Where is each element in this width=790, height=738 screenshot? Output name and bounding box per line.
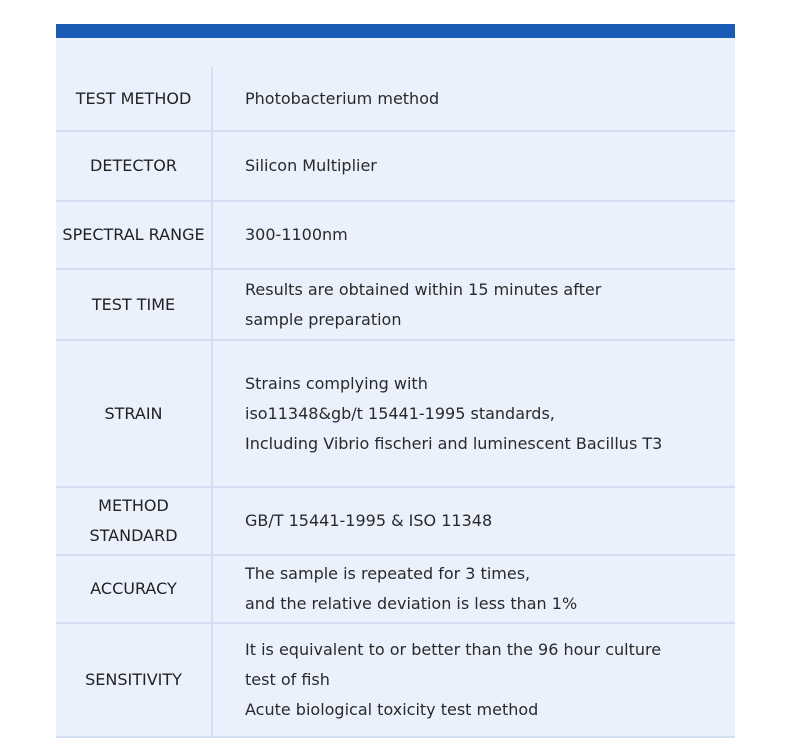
row-label: SENSITIVITY — [56, 624, 213, 736]
table-row-detector — [56, 132, 735, 202]
row-value: GB/T 15441-1995 & ISO 11348 — [245, 511, 493, 530]
table-row-strain — [56, 341, 735, 488]
row-label: ACCURACY — [56, 556, 213, 622]
row-value: The sample is repeated for 3 times, and the relative deviation is less than 1% — [245, 564, 578, 613]
row-label: DETECTOR — [56, 132, 213, 200]
row-label: SPECTRAL RANGE — [56, 202, 213, 268]
row-label: TEST TIME — [56, 270, 213, 339]
row-value: It is equivalent to or better than the 96 hour culture test of fish Acute biological toxicity test method — [245, 640, 662, 719]
table-row-test-method — [56, 67, 735, 132]
row-value: Strains complying with iso11348&gb/t 15441-1995 standards, Including Vibrio fischeri and luminescent Bacillus T3 — [245, 373, 663, 453]
header-bar — [56, 24, 735, 38]
row-value: Silicon Multiplier — [245, 156, 377, 175]
table-row-accuracy — [56, 556, 735, 624]
table-row-method-standard — [56, 488, 735, 556]
table-row-spectral-range — [56, 202, 735, 270]
row-label: TEST METHOD — [56, 67, 213, 130]
spec-table — [56, 67, 735, 738]
row-label: METHOD STANDARD — [56, 488, 213, 554]
table-row-sensitivity — [56, 624, 735, 738]
row-value: 300-1100nm — [245, 225, 348, 244]
row-value: Results are obtained within 15 minutes after sample preparation — [245, 279, 602, 329]
row-label: STRAIN — [56, 341, 213, 486]
table-row-test-time — [56, 270, 735, 341]
row-value: Photobacterium method — [245, 88, 440, 108]
spec-panel — [56, 24, 735, 738]
